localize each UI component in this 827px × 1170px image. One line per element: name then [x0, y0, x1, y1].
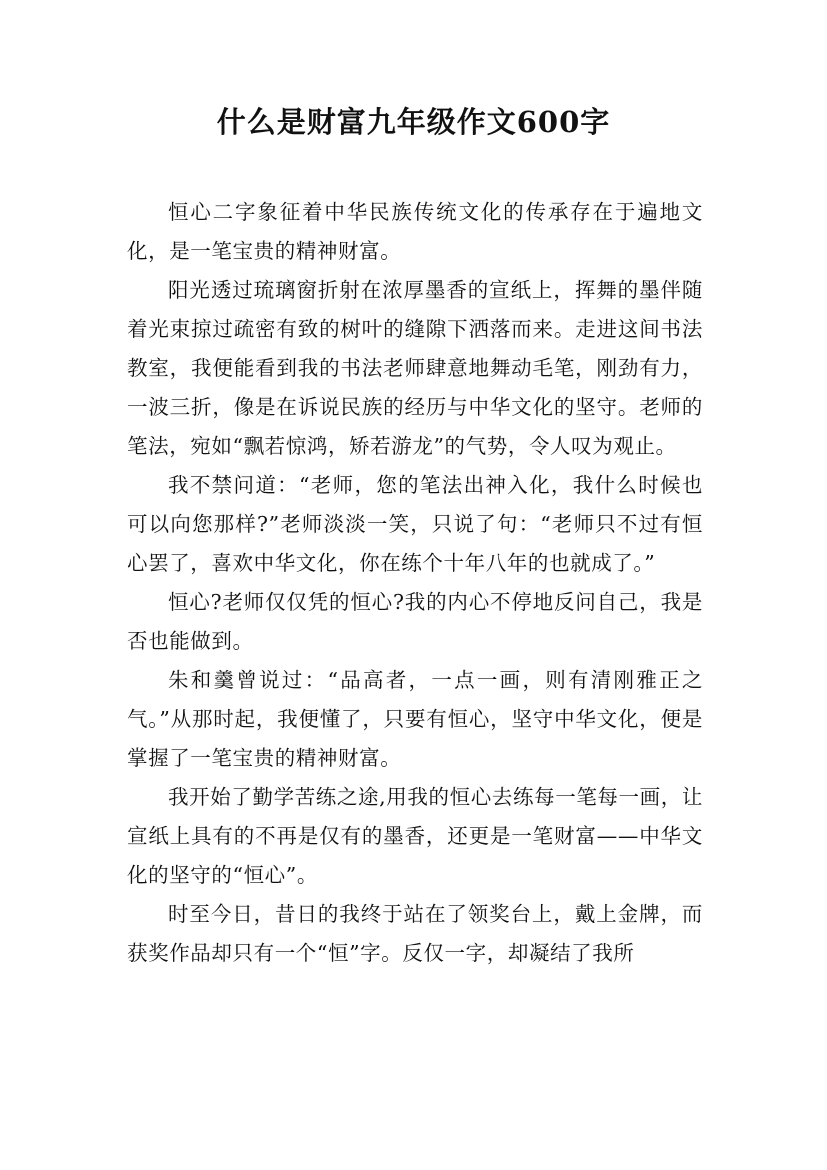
essay-body	[127, 193, 703, 973]
paragraph: 我开始了勤学苦练之途,用我的恒心去练每一笔每一画，让宣纸上具有的不再是仅有的墨香，还更是一笔财富——中华文化的坚守的“恒心”。	[127, 785, 703, 887]
paragraph: 阳光透过琉璃窗折射在浓厚墨香的宣纸上，挥舞的墨伴随着光束掠过疏密有致的树叶的缝隙下洒落而来。走进这间书法教室，我便能看到我的书法老师肆意地舞动毛笔，刚劲有力，一波三折，像是在诉说民族的经历与中华文化的坚守。老师的笔法，宛如“飘若惊鸿，矫若游龙”的气势，令人叹为观止。	[127, 278, 703, 458]
paragraph: 朱和羹曾说过：“品高者，一点一画，则有清刚雅正之气。”从那时起，我便懂了，只要有恒心，坚守中华文化，便是掌握了一笔宝贵的精神财富。	[127, 668, 703, 770]
paragraph: 恒心二字象征着中华民族传统文化的传承存在于遍地文化，是一笔宝贵的精神财富。	[127, 200, 703, 263]
document-title: 什么是财富九年级作文600字	[216, 105, 611, 139]
paragraph: 恒心?老师仅仅凭的恒心?我的内心不停地反问自己，我是否也能做到。	[127, 590, 703, 653]
paragraph: 我不禁问道：“老师，您的笔法出神入化，我什么时候也可以向您那样?”老师淡淡一笑，只说了句：“老师只不过有恒心罢了，喜欢中华文化，你在练个十年八年的也就成了。”	[127, 473, 703, 575]
paragraph: 时至今日，昔日的我终于站在了领奖台上，戴上金牌，而获奖作品却只有一个“恒”字。反仅一字，却凝结了我所	[127, 902, 703, 965]
